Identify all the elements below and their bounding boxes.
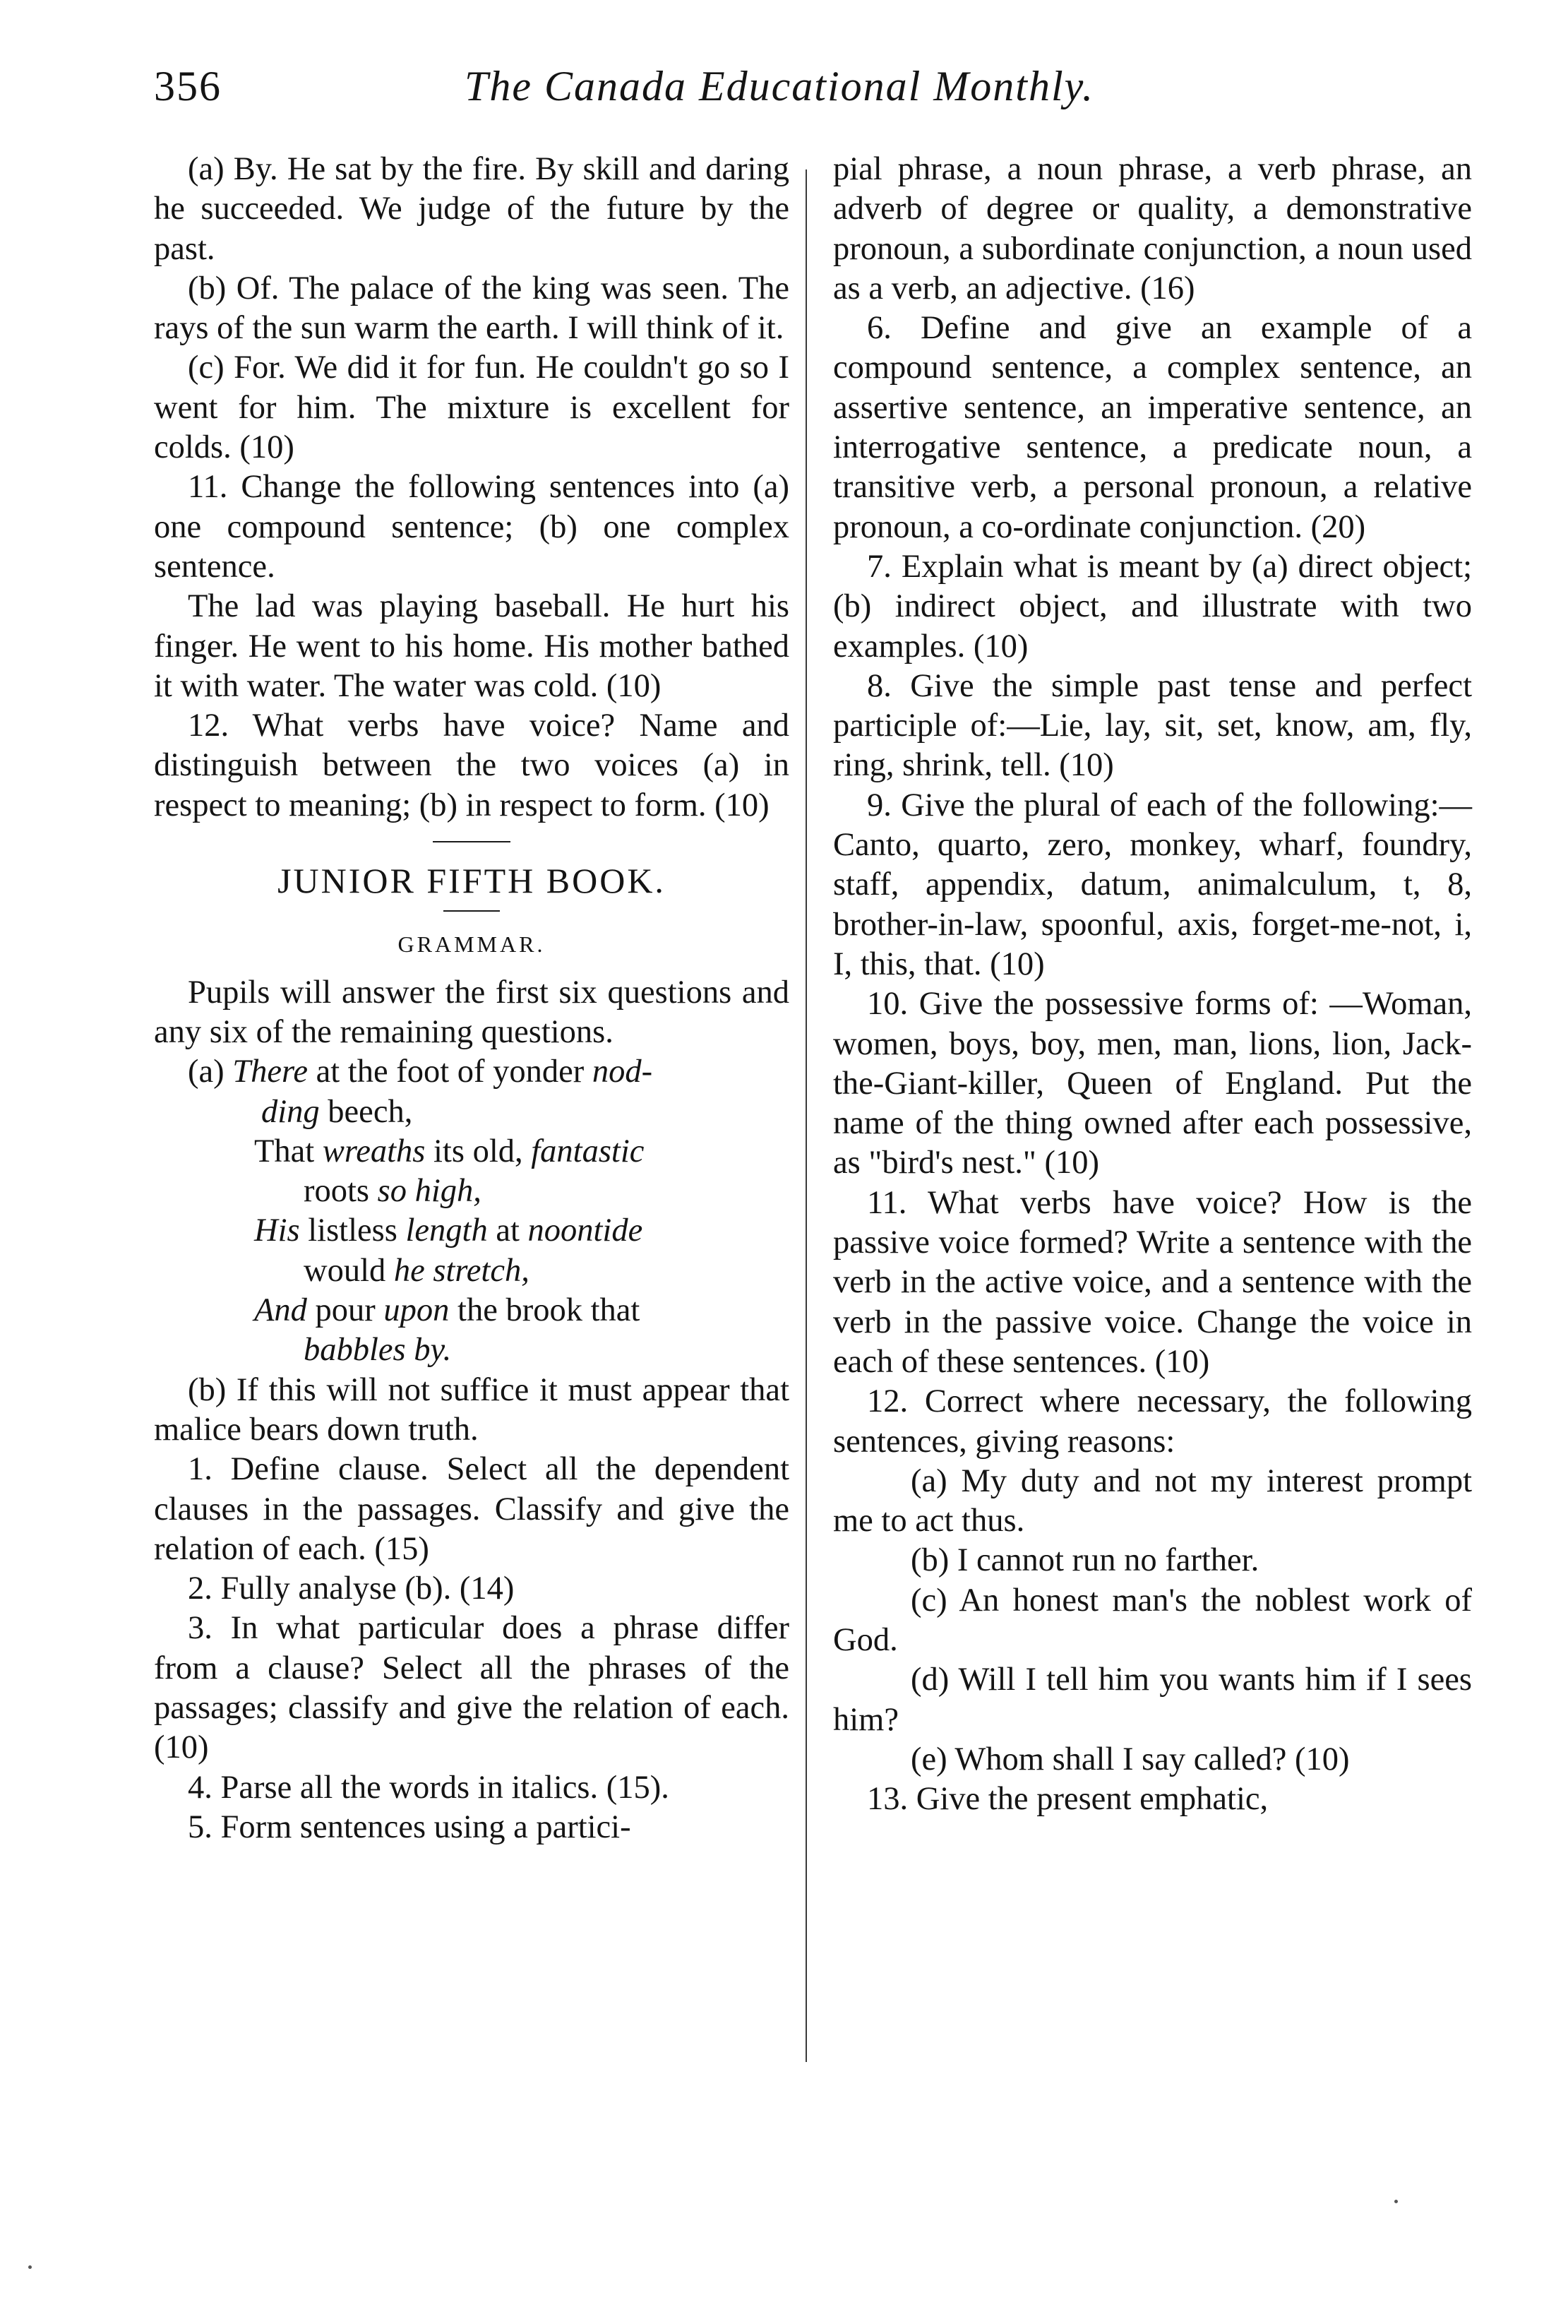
verse-line [154, 1330, 789, 1370]
verse-line [154, 1172, 789, 1211]
verse-line [154, 1132, 789, 1172]
section-separator [433, 841, 510, 842]
italic-word: noontide [527, 1212, 643, 1249]
example-c-for [154, 348, 789, 467]
italic-word: so high, [377, 1173, 481, 1210]
example-b-of [154, 269, 789, 349]
print-speck [1394, 2200, 1398, 2203]
section-subheading: GRAMMAR. [397, 931, 546, 958]
verse-label: (a) [188, 1054, 225, 1090]
heading-rule [443, 910, 500, 912]
verse-text: at [487, 1212, 528, 1249]
verse-text: at the foot of yonder [308, 1054, 592, 1090]
question-2: 2. Fully analyse (b). (14) [188, 1571, 515, 1607]
italic-word: And [254, 1292, 307, 1329]
question-4: 4. Parse all the words in italics. (15). [188, 1769, 669, 1806]
verse-text: the brook that [449, 1292, 640, 1329]
verse-text: its old, [425, 1133, 532, 1169]
question-8: 8. Give the simple past tense and perfect participle of:—Lie, lay, sit, set, know, am, fly, ring, shrink, tell. (10) [833, 667, 1472, 784]
section-heading: JUNIOR FIFTH BOOK. [277, 861, 666, 901]
question-12-d: (d) Will I tell him you wants him if I sees him? [833, 1662, 1472, 1738]
question-11-right: 11. What verbs have voice? How is the passive voice formed? Write a sentence with the verb in the active voice, and a sentence with the verb in the passive voice. Change the voice in each of these sentences. (10) [833, 1184, 1472, 1380]
verse-text: That [254, 1133, 323, 1169]
italic-word: wreaths [322, 1133, 426, 1169]
question-13-start: 13. Give the present emphatic, [867, 1781, 1269, 1818]
italic-word: upon [383, 1292, 450, 1329]
example-label: (b) Of. [188, 270, 280, 306]
question-12-left: 12. What verbs have voice? Name and distinguish between the two voices (a) in respect to meaning; (b) in respect to form. (10) [154, 708, 789, 823]
question-12-e: (e) Whom shall I say called? (10) [911, 1741, 1350, 1777]
italic-word: His [254, 1212, 300, 1249]
verse-text: beech, [319, 1093, 413, 1130]
example-text: The palace of the king was seen. The rays of the sun warm the earth. I will think of it. [154, 270, 789, 347]
italic-word: fantastic [531, 1133, 645, 1169]
verse-line [154, 1291, 789, 1330]
verse-text: pour [306, 1292, 384, 1329]
verse-line [154, 1092, 789, 1132]
print-speck [28, 2265, 32, 2269]
example-a-by [154, 150, 789, 269]
left-column [154, 150, 789, 1847]
question-12-b: (b) I cannot run no farther. [911, 1542, 1259, 1579]
italic-word: babbles by. [304, 1332, 452, 1369]
question-12-c: (c) An honest man's the noblest work of God. [833, 1582, 1472, 1658]
right-column [833, 150, 1472, 1819]
question-5-continued: pial phrase, a noun phrase, a verb phrase, an adverb of degree or quality, a demonstrative pronoun, a subordinate conjunction, a noun used as a verb, an adjective. (16) [833, 151, 1472, 306]
question-11-left: 11. Change the following sentences into (a) one compound sentence; (b) one complex sentence. [154, 469, 789, 585]
question-7: 7. Explain what is meant by (a) direct object; (b) indirect object, and illustrate with two examples. (10) [833, 548, 1472, 665]
page-header [154, 62, 1466, 126]
verse-text: would [304, 1252, 394, 1289]
question-9: 9. Give the plural of each of the following:—Canto, quarto, zero, monkey, wharf, foundry, staff, appendix, datum, animalculum, t, 8, brother-in-law, spoonful, axis, forget-me-not, i, I, this, that. (10) [833, 787, 1472, 982]
question-11-sentences: The lad was playing baseball. He hurt his finger. He went to his home. His mother bathed it with water. The water was cold. (10) [154, 588, 789, 704]
italic-word: he stretch, [393, 1252, 529, 1289]
verse-line [154, 1251, 789, 1291]
question-10: 10. Give the possessive forms of: —Woman, women, boys, boy, men, man, lions, lion, Jack-the-Giant-killer, Queen of England. Put the name of the thing owned after each possessive, as "bird's nest." (10) [833, 986, 1472, 1181]
question-6: 6. Define and give an example of a compound sentence, a complex sentence, an assertive sentence, an imperative sentence, an interrogative sentence, a predicate noun, a transitive verb, a personal pronoun, a relative pronoun, a co-ordinate conjunction. (20) [833, 310, 1472, 545]
italic-word: There [232, 1054, 308, 1090]
italic-word: length [405, 1212, 488, 1249]
verse-text: roots [304, 1173, 378, 1210]
question-3: 3. In what particular does a phrase differ from a clause? Select all the phrases of the passages; classify and give the relation of each. (10) [154, 1610, 789, 1766]
example-label: (a) By. [188, 151, 278, 187]
verse-passage [154, 1052, 789, 1370]
question-12-right: 12. Correct where necessary, the following sentences, giving reasons: [833, 1383, 1472, 1460]
verse-line [154, 1211, 789, 1251]
verse-line [154, 1052, 789, 1092]
page-number: 356 [154, 63, 222, 109]
question-5-start: 5. Form sentences using a partici- [188, 1808, 631, 1845]
column-divider [806, 169, 807, 2062]
example-text: We did it for fun. He couldn't go so I went for him. The mixture is excellent for colds. (10) [154, 350, 789, 466]
italic-word: nod- [592, 1054, 653, 1090]
passage-b: (b) If this will not suffice it must appear that malice bears down truth. [154, 1371, 789, 1448]
verse-text: listless [299, 1212, 406, 1249]
question-1: 1. Define clause. Select all the dependent clauses in the passages. Classify and give the relation of each. (15) [154, 1451, 789, 1567]
italic-word: ding [261, 1093, 320, 1130]
example-text: He sat by the fire. By skill and daring he succeeded. We judge of the future by the past. [154, 151, 789, 267]
running-title: The Canada Educational Monthly. [465, 63, 1094, 109]
question-12-a: (a) My duty and not my interest prompt me to act thus. [833, 1462, 1472, 1539]
example-label: (c) For. [188, 350, 286, 386]
exam-instructions: Pupils will answer the first six questions and any six of the remaining questions. [154, 974, 789, 1050]
